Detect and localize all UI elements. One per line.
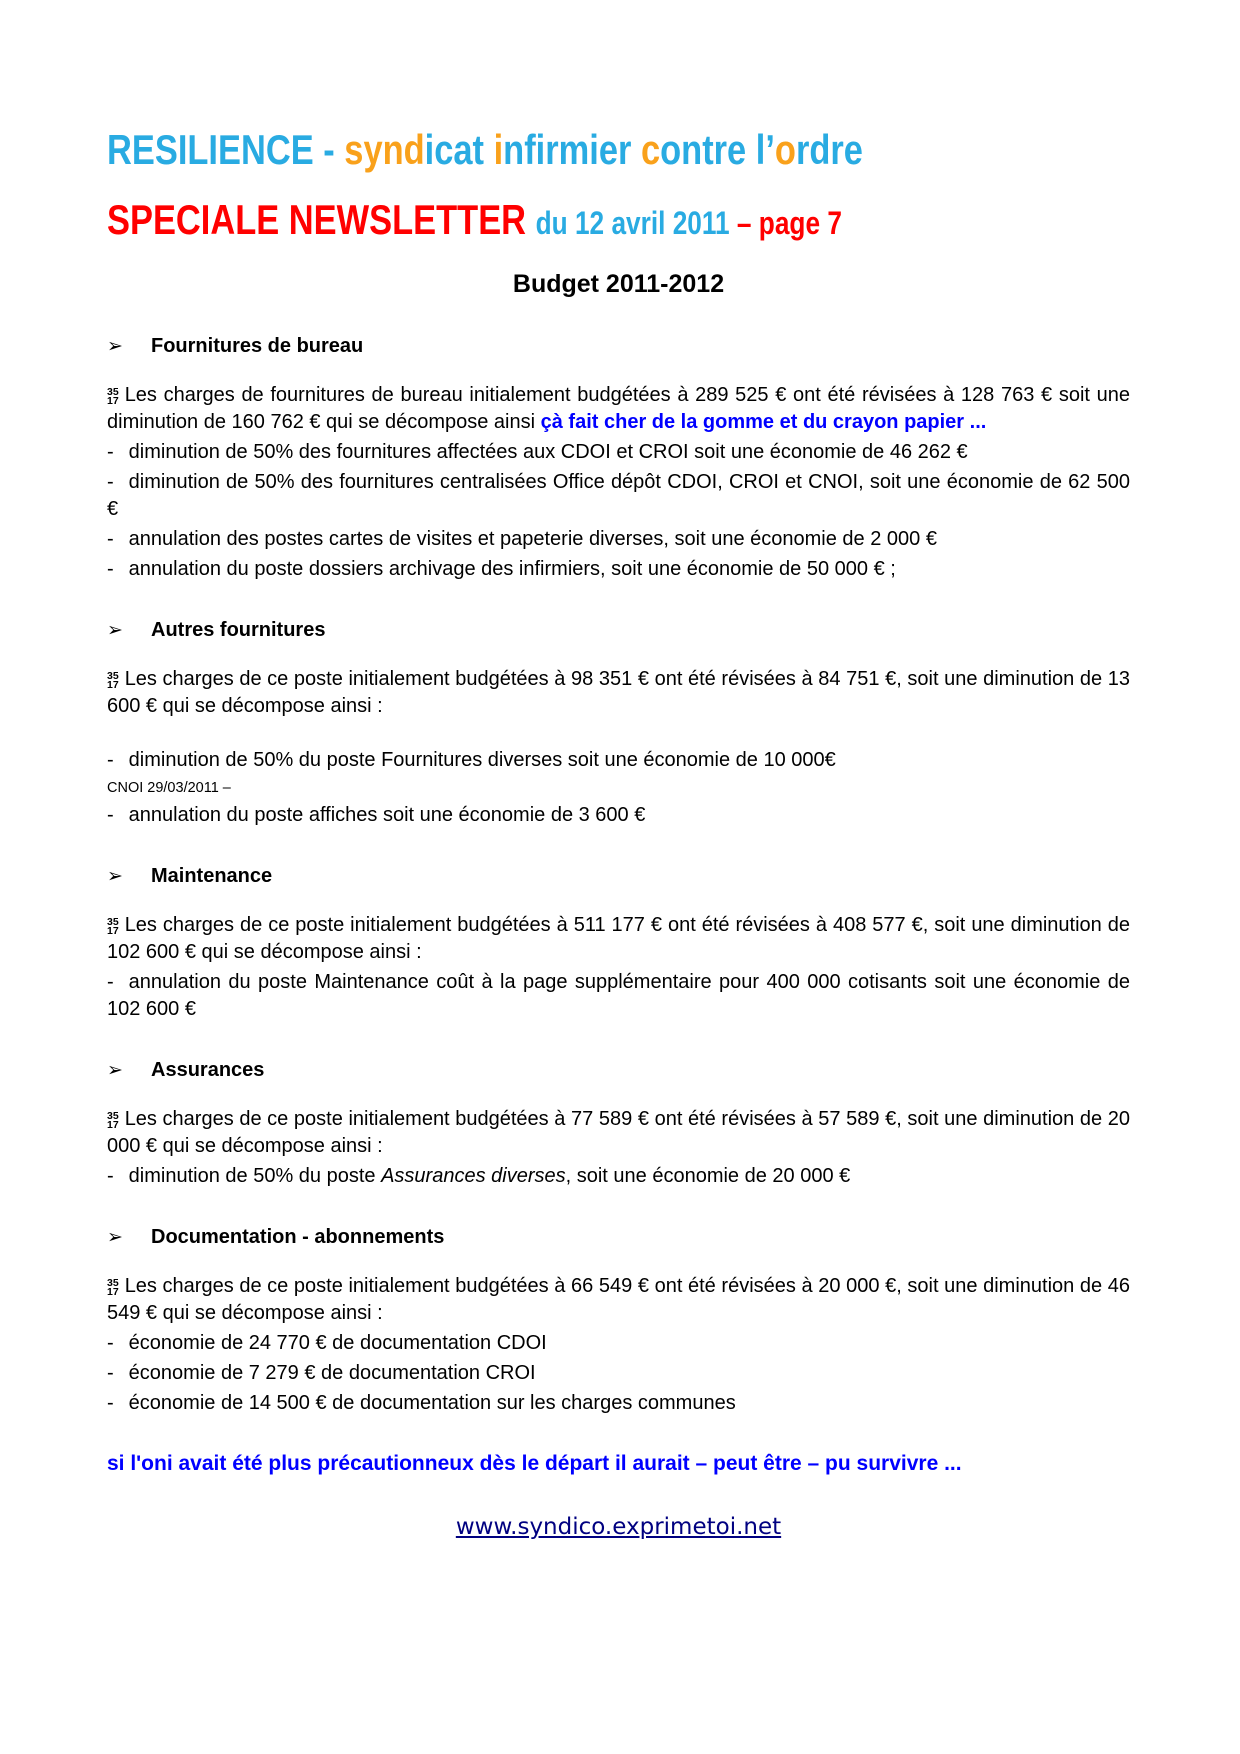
section-documentation-abonnements — [107, 1224, 1130, 1417]
bullet-item — [107, 439, 1130, 466]
footnote-marker-bottom: 17 — [107, 679, 119, 691]
arrow-bullet-icon: ➢ — [107, 866, 123, 887]
bullet-dash: - — [107, 1362, 114, 1384]
bullet-item — [107, 1390, 1130, 1417]
bullet-item — [107, 802, 1130, 829]
title-segment: RESILIENCE - — [107, 126, 345, 173]
title-segment: synd — [344, 126, 425, 173]
paragraph-text: Les charges de fournitures de bureau initialement budgétées à 289 525 € ont été révisées à 128 763 € soit une diminution de 160 762 € qui se décompose ainsi — [107, 384, 1130, 433]
bullet-dash: - — [107, 471, 114, 493]
paragraph-text: Les charges de ce poste initialement budgétées à 98 351 € ont été révisées à 84 751 €, soit une diminution de 13 600 € qui se décompose ainsi : — [107, 668, 1130, 717]
arrow-bullet-icon: ➢ — [107, 1227, 123, 1248]
paragraph — [107, 1273, 1130, 1327]
bullet-dash: - — [107, 749, 114, 771]
bullet-dash: - — [107, 558, 114, 580]
bullet-item — [107, 469, 1130, 523]
bullet-item — [107, 556, 1130, 583]
section-heading — [107, 617, 1130, 644]
bullet-text: économie de 7 279 € de documentation CROI — [128, 1362, 536, 1384]
section-heading — [107, 1224, 1130, 1251]
paragraph — [107, 1106, 1130, 1160]
paragraph-text: Les charges de ce poste initialement budgétées à 77 589 € ont été révisées à 57 589 €, soit une diminution de 20 000 € qui se décompose ainsi : — [107, 1108, 1130, 1157]
bullet-text: annulation du poste Maintenance coût à la page supplémentaire pour 400 000 cotisants soit une économie de 102 600 € — [107, 971, 1130, 1020]
bullet-text: diminution de 50% des fournitures affectées aux CDOI et CROI soit une économie de 46 262 € — [128, 441, 968, 463]
bullet-dash: - — [107, 1332, 114, 1354]
arrow-bullet-icon: ➢ — [107, 620, 123, 641]
footnote-marker-top: 35 — [107, 385, 119, 398]
footnote-marker — [107, 1109, 119, 1131]
bullet-text: économie de 14 500 € de documentation sur les charges communes — [128, 1392, 736, 1414]
subtitle-date: du 12 avril 2011 — [535, 205, 737, 241]
footnote-marker-top: 35 — [107, 915, 119, 928]
paragraph — [107, 912, 1130, 966]
section-heading-label: Assurances — [151, 1059, 265, 1081]
bullet-item — [107, 526, 1130, 553]
title-segment: i — [493, 126, 504, 173]
bullet-item — [107, 1360, 1130, 1387]
bullet-item — [107, 1330, 1130, 1357]
footnote-marker — [107, 669, 119, 691]
footnote-marker-bottom: 17 — [107, 1286, 119, 1298]
bullet-text: économie de 24 770 € de documentation CDOI — [128, 1332, 547, 1354]
title-segment: rdre — [795, 126, 863, 173]
footnote-marker-top: 35 — [107, 1109, 119, 1122]
bullet-item — [107, 747, 1130, 774]
paragraph — [107, 666, 1130, 720]
arrow-bullet-icon: ➢ — [107, 1060, 123, 1081]
bullet-text-italic: Assurances diverses — [381, 1165, 566, 1187]
bullet-text: diminution de 50% des fournitures centralisées Office dépôt CDOI, CROI et CNOI, soit une économie de 62 500 € — [107, 471, 1130, 520]
footnote-marker-bottom: 17 — [107, 1119, 119, 1131]
section-fournitures-de-bureau — [107, 333, 1130, 583]
closing-remark: si l'oni avait été plus précautionneux dès le départ il aurait – peut être – pu survivre ... — [107, 1452, 962, 1475]
newsletter-title — [107, 126, 946, 174]
bullet-text: annulation des postes cartes de visites et papeterie diverses, soit une économie de 2 000 € — [128, 528, 937, 550]
title-segment: icat — [424, 126, 494, 173]
section-heading-label: Documentation - abonnements — [151, 1226, 445, 1248]
bullet-text: , soit une économie de 20 000 € — [565, 1165, 851, 1187]
bullet-dash: - — [107, 1392, 114, 1414]
highlighted-comment: çà fait cher de la gomme et du crayon papier ... — [540, 411, 987, 433]
bullet-text: diminution de 50% du poste Fournitures diverses soit une économie de 10 000€ — [128, 749, 836, 771]
footnote-marker — [107, 1276, 119, 1298]
paragraph-text: Les charges de ce poste initialement budgétées à 511 177 € ont été révisées à 408 577 €, soit une diminution de 102 600 € qui se décompose ainsi : — [107, 914, 1130, 963]
paragraph — [107, 382, 1130, 436]
footnote-marker-bottom: 17 — [107, 925, 119, 937]
section-heading-label: Maintenance — [151, 865, 273, 887]
bullet-text: annulation du poste affiches soit une économie de 3 600 € — [128, 804, 646, 826]
title-segment: c — [640, 126, 661, 173]
paragraph-text: Les charges de ce poste initialement budgétées à 66 549 € ont été révisées à 20 000 €, soit une diminution de 46 549 € qui se décompose ainsi : — [107, 1275, 1130, 1324]
section-autres-fournitures — [107, 617, 1130, 829]
section-maintenance — [107, 863, 1130, 1023]
bullet-item — [107, 1163, 1130, 1190]
footnote-marker-bottom: 17 — [107, 395, 119, 407]
bullet-text: annulation du poste dossiers archivage des infirmiers, soit une économie de 50 000 € ; — [128, 558, 896, 580]
section-heading-label: Autres fournitures — [151, 619, 326, 641]
title-segment: ontre l’ — [660, 126, 775, 173]
page-title: Budget 2011-2012 — [512, 270, 725, 298]
newsletter-subtitle — [107, 196, 946, 247]
bullet-item — [107, 969, 1130, 1023]
bullet-dash: - — [107, 441, 114, 463]
footer — [107, 1514, 1130, 1540]
title-segment: o — [774, 126, 796, 173]
subtitle-page-number: – page 7 — [736, 205, 842, 241]
section-heading — [107, 333, 1130, 360]
footnote-marker — [107, 385, 119, 407]
bullet-dash: - — [107, 1165, 114, 1187]
section-heading — [107, 863, 1130, 890]
footnote-marker-top: 35 — [107, 669, 119, 682]
section-assurances — [107, 1057, 1130, 1190]
section-heading-label: Fournitures de bureau — [151, 335, 364, 357]
bullet-dash: - — [107, 804, 114, 826]
section-heading — [107, 1057, 1130, 1084]
footnote-marker-top: 35 — [107, 1276, 119, 1289]
subtitle-main: SPECIALE NEWSLETTER — [107, 196, 536, 243]
bullet-dash: - — [107, 528, 114, 550]
bullet-dash: - — [107, 971, 114, 993]
website-link[interactable]: www.syndico.exprimetoi.net — [455, 1514, 782, 1540]
arrow-bullet-icon: ➢ — [107, 336, 123, 357]
footnote-marker — [107, 915, 119, 937]
title-segment: nfirmier — [503, 126, 641, 173]
bullet-text: diminution de 50% du poste — [128, 1165, 382, 1187]
cnoi-note: CNOI 29/03/2011 – — [107, 780, 231, 796]
